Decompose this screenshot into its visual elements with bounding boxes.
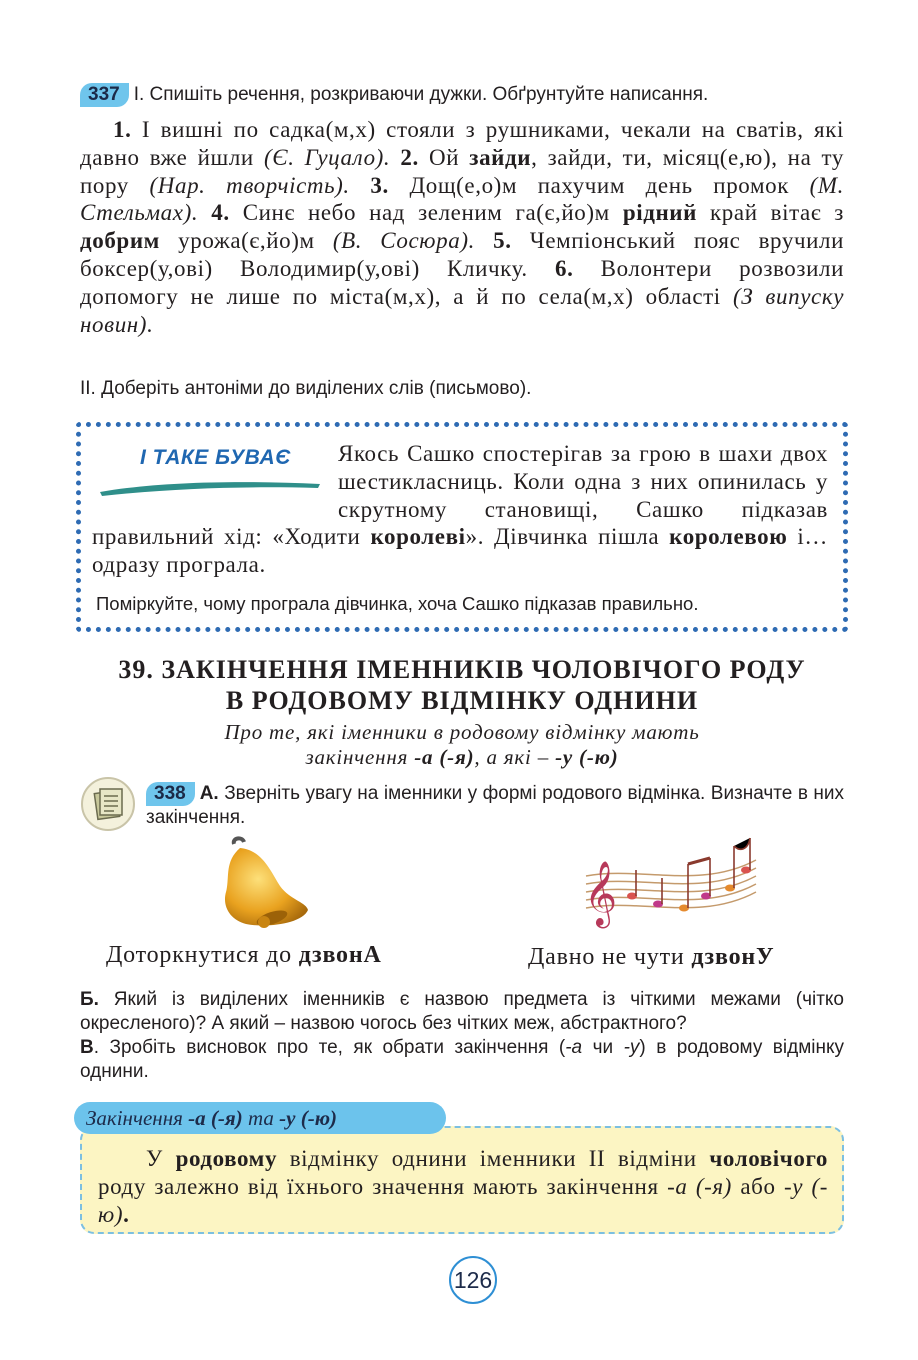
story-text: ». Дівчинка пішла — [465, 524, 660, 550]
section-subtitle — [80, 720, 844, 770]
pill-text: та — [247, 1106, 274, 1130]
sentence-source: (Є. Гуцало). — [263, 144, 391, 170]
heading-line: В РОДОВОМУ ВІДМІНКУ ОДНИНИ — [225, 686, 699, 715]
subtitle-line: Про те, які іменники в родовому відмінку мають — [224, 720, 700, 744]
task-instruction: Зверніть увагу на іменники у формі родового відмінка. Визначте в них закінчення. — [146, 783, 845, 828]
ending-a: -а (-я) — [188, 1106, 243, 1130]
highlighted-word: добрим — [80, 228, 160, 254]
sentence-source: (З випуску новин). — [80, 283, 844, 337]
take-buvae-question: Поміркуйте, чому програла дівчинка, хоча Сашко підказав правильно. — [96, 593, 699, 614]
rule-fragment: відмінку однини іменники ІІ відміни — [289, 1146, 697, 1171]
task-337-header — [80, 82, 840, 108]
section-heading — [80, 654, 844, 716]
sentence-text: Волонтери розвозили допомогу не лише по міста(м,х), а й по села(м,х) області — [80, 255, 844, 309]
page-number: 126 — [449, 1256, 497, 1304]
highlighted-word: родовому — [175, 1146, 278, 1171]
task-number-badge: 338 — [146, 782, 195, 806]
sentence-text: Ой — [428, 144, 460, 170]
task-337-part2: ІІ. Доберіть антоніми до виділених слів (письмово). — [80, 378, 532, 399]
sentence-text: , зайди, ти, місяц(е,ю), на ту пору — [80, 144, 844, 198]
sentence-number: 1. — [113, 117, 132, 142]
task-338-part-v — [80, 1036, 844, 1084]
ending-a: -а (-я) — [667, 1174, 732, 1199]
sentence-text: урожа(є,йо)м — [178, 228, 315, 254]
sentence-text: Дощ(е,о)м пахучим день промок — [409, 172, 789, 198]
caption-word: дзвонУ — [691, 944, 775, 970]
svg-text:𝄞: 𝄞 — [584, 861, 618, 926]
caption-music — [528, 944, 774, 971]
sentence-number: 2. — [400, 144, 419, 170]
caption-text: Давно не чути — [528, 944, 685, 970]
rule-fragment: роду залежно від їхнього значення мають закінчення — [98, 1174, 659, 1199]
notebook-icon — [80, 776, 136, 832]
part-label: В — [80, 1037, 94, 1058]
rule-text — [98, 1145, 828, 1229]
task-number-badge: 337 — [80, 83, 129, 107]
task-337-sentences — [80, 116, 844, 338]
take-buvae-story — [92, 440, 828, 579]
sentence-source: (Нар. творчість). — [149, 172, 350, 198]
part-text: Який із виділених іменників є назвою предмета із чіткими межами (чітко окресленого)? А який – назвою чогось без чітких меж, абстрактного? — [80, 989, 844, 1034]
period: . — [123, 1202, 130, 1227]
caption-bell — [106, 942, 382, 969]
ending-u: -у (-ю) — [555, 745, 619, 769]
ending-a: -а (-я) — [414, 745, 475, 769]
task-instruction: І. Спишіть речення, розкриваючи дужки. Обґрунтуйте написання. — [133, 84, 709, 105]
story-text: Якось Сашко спостерігав за грою в шахи двох шестикласниць. Коли одна з них опинилась у скрутному становищі, Сашко підказав правильний хід: «Ходити — [92, 441, 828, 550]
highlighted-word: зайди — [469, 144, 532, 170]
part-text: ) в родовому відмінку однини. — [80, 1037, 844, 1082]
heading-line: 39. ЗАКІНЧЕННЯ ІМЕННИКІВ ЧОЛОВІЧОГО РОДУ — [118, 655, 806, 684]
ending-a: -а — [565, 1037, 583, 1058]
sentence-number: 4. — [211, 200, 230, 226]
ending-u: -у (-ю) — [279, 1106, 338, 1130]
pill-text: Закінчення — [86, 1106, 183, 1130]
story-text: і… одразу програла. — [92, 524, 828, 578]
part-label: Б. — [80, 989, 99, 1010]
task-338-header — [146, 782, 844, 829]
part-text: чи — [582, 1037, 624, 1058]
bell-icon — [210, 836, 320, 936]
highlighted-word: рідний — [622, 200, 698, 226]
subtitle-text: закінчення — [305, 745, 409, 769]
sentence-number: 3. — [370, 172, 389, 198]
take-buvae-title: І ТАКЕ БУВАЄ — [140, 446, 291, 469]
sentence-text: край вітає з — [710, 200, 844, 226]
part-text: . Зробіть висновок про те, як обрати закінчення ( — [93, 1037, 566, 1058]
caption-text: Доторкнутися до — [106, 942, 292, 968]
sentence-number: 6. — [554, 255, 574, 281]
rule-fragment: або — [740, 1174, 776, 1199]
ending-u: -у — [623, 1037, 640, 1058]
sentence-text: Чемпіонський пояс вручили боксер(у,ові) Володимир(у,ові) Кличку. — [80, 228, 845, 281]
task-338-part-b — [80, 988, 844, 1036]
ending-u: -у (-ю) — [98, 1174, 829, 1227]
sentence-text: І вишні по садка(м,х) стояли з рушниками, чекали на сватів, які давно вже йшли — [80, 117, 844, 170]
rule-title-pill — [74, 1102, 446, 1134]
highlighted-word: чоловічого — [709, 1146, 829, 1171]
music-notes-icon — [580, 830, 760, 930]
caption-word: дзвонА — [298, 942, 382, 968]
sentence-source: (В. Сосюра). — [332, 228, 475, 254]
rule-fragment: У — [146, 1146, 163, 1171]
title-spacer — [92, 440, 338, 522]
part-label: А. — [199, 783, 219, 804]
highlighted-word: королеві — [370, 524, 466, 550]
sentence-number: 5. — [493, 228, 512, 254]
subtitle-text: , а які – — [474, 745, 549, 769]
subtitle-line — [80, 745, 844, 770]
sentence-text: Синє небо над зеленим га(є,йо)м — [242, 200, 610, 226]
sentence-source: (М. Стельмах). — [80, 172, 844, 226]
highlighted-word: королевою — [669, 524, 788, 550]
